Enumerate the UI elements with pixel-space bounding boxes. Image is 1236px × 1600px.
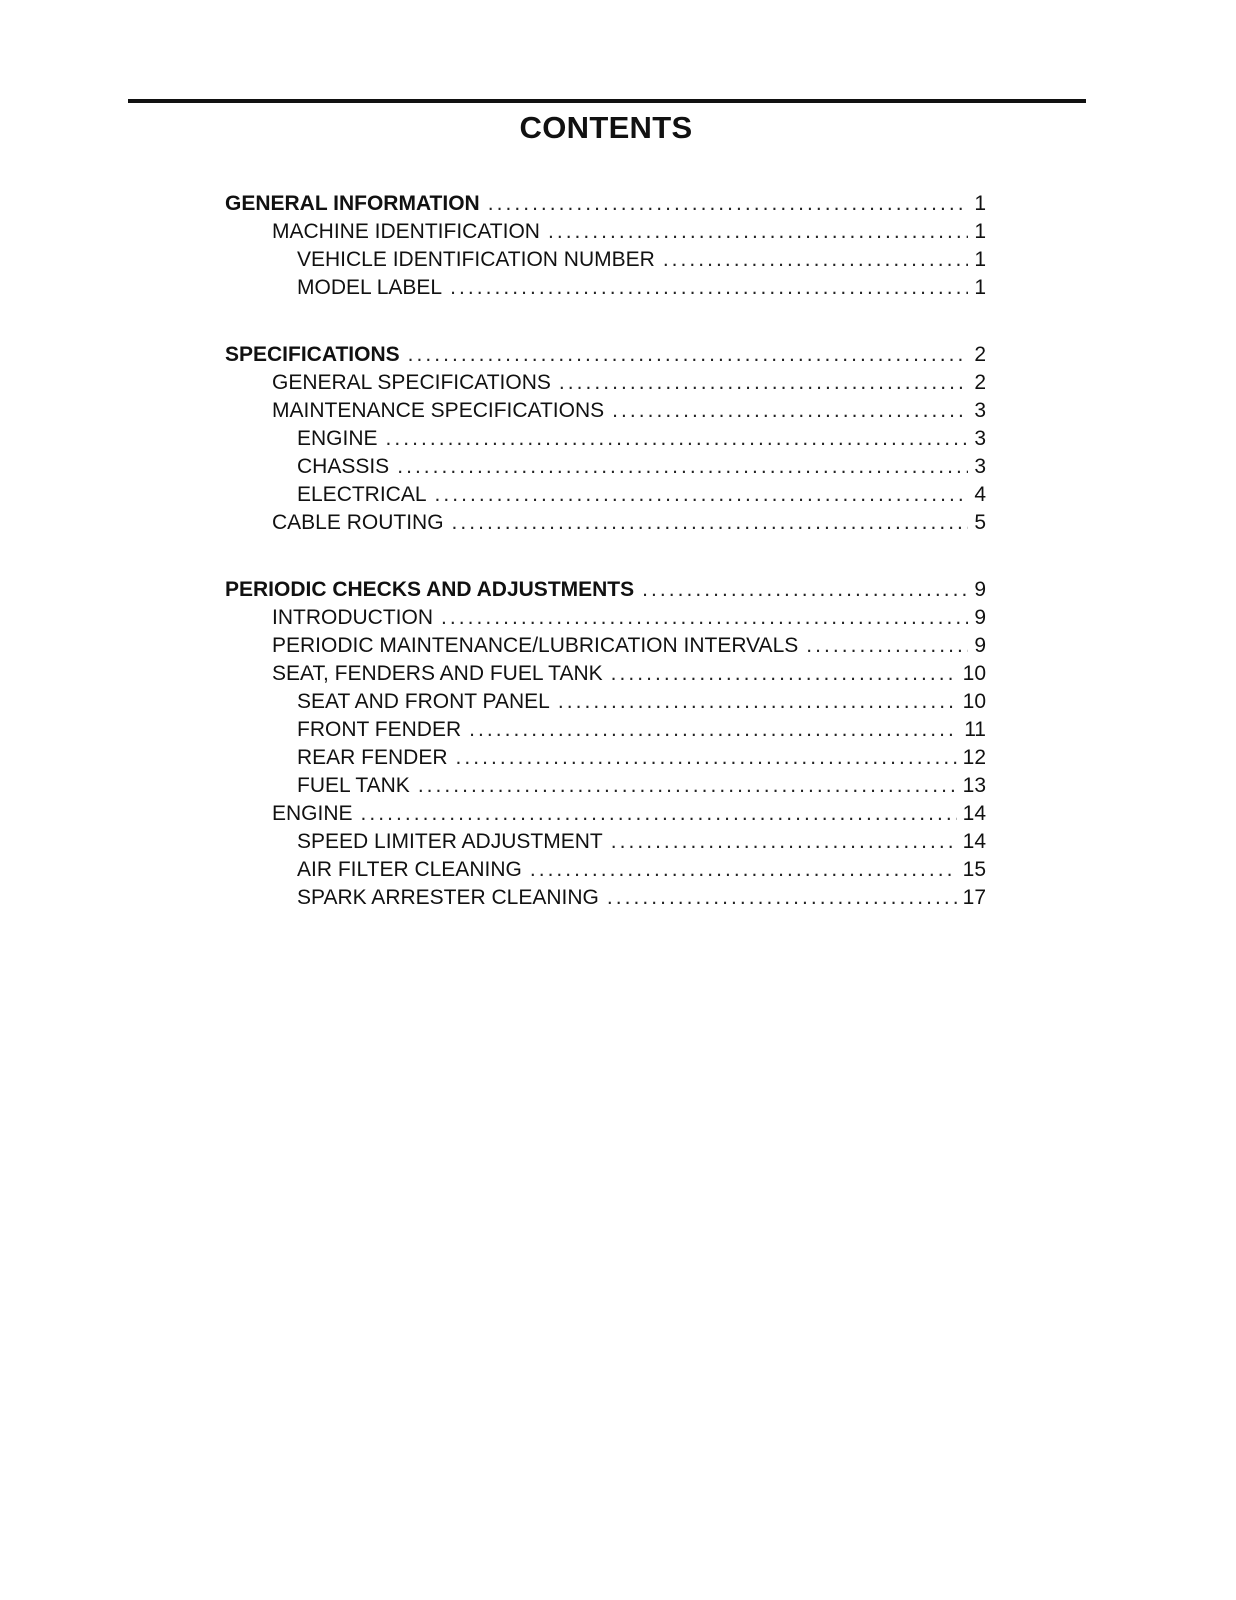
toc-heading[interactable]	[225, 341, 986, 369]
toc-entry[interactable]	[225, 856, 986, 884]
toc-page-number: 17	[962, 886, 986, 909]
toc-page-number: 9	[974, 606, 986, 629]
toc-entry[interactable]	[225, 509, 986, 537]
dot-leader	[642, 576, 968, 604]
dot-leader	[611, 828, 957, 856]
dot-leader	[530, 856, 957, 884]
toc-page-number: 1	[974, 220, 986, 243]
toc-page-number: 10	[962, 690, 986, 713]
toc-entry-label: MODEL LABEL	[297, 276, 443, 299]
toc-page-number: 15	[962, 858, 986, 881]
toc-page-number: 13	[962, 774, 986, 797]
toc-entry[interactable]	[225, 246, 986, 274]
toc-entry[interactable]	[225, 425, 986, 453]
page-title: CONTENTS	[519, 110, 693, 145]
toc-entry[interactable]	[225, 800, 986, 828]
toc-entry[interactable]	[225, 688, 986, 716]
dot-leader	[559, 369, 968, 397]
toc-entry-label: CHASSIS	[297, 455, 390, 478]
toc-section-general-information	[225, 190, 986, 302]
dot-leader	[456, 744, 957, 772]
table-of-contents	[225, 190, 986, 951]
toc-entry[interactable]	[225, 716, 986, 744]
toc-entry-label: FRONT FENDER	[297, 718, 462, 741]
toc-page-number: 1	[974, 192, 986, 215]
toc-heading-label: GENERAL INFORMATION	[225, 192, 480, 215]
dot-leader	[611, 660, 957, 688]
toc-entry-label: ENGINE	[297, 427, 378, 450]
dot-leader	[441, 604, 968, 632]
toc-entry[interactable]	[225, 884, 986, 912]
toc-entry-label: MAINTENANCE SPECIFICATIONS	[272, 399, 605, 422]
toc-entry-label: VEHICLE IDENTIFICATION NUMBER	[297, 248, 655, 271]
dot-leader	[607, 884, 957, 912]
toc-page-number: 9	[974, 578, 986, 601]
toc-heading-label: PERIODIC CHECKS AND ADJUSTMENTS	[225, 578, 635, 601]
toc-entry-label: SPARK ARRESTER CLEANING	[297, 886, 599, 909]
header-rule	[128, 99, 1086, 103]
toc-entry[interactable]	[225, 274, 986, 302]
dot-leader	[361, 800, 957, 828]
toc-page-number: 14	[962, 830, 986, 853]
toc-entry[interactable]	[225, 453, 986, 481]
toc-entry[interactable]	[225, 218, 986, 246]
toc-page-number: 1	[974, 248, 986, 271]
toc-page-number: 2	[974, 343, 986, 366]
dot-leader	[488, 190, 969, 218]
toc-heading[interactable]	[225, 576, 986, 604]
toc-entry-label: CABLE ROUTING	[272, 511, 444, 534]
toc-entry[interactable]	[225, 632, 986, 660]
toc-entry-label: AIR FILTER CLEANING	[297, 858, 522, 881]
toc-page-number: 3	[974, 455, 986, 478]
dot-leader	[418, 772, 957, 800]
toc-entry-label: SEAT AND FRONT PANEL	[297, 690, 550, 713]
toc-entry-label: SPEED LIMITER ADJUSTMENT	[297, 830, 603, 853]
dot-leader	[452, 509, 969, 537]
toc-page-number: 9	[974, 634, 986, 657]
toc-page-number: 1	[974, 276, 986, 299]
dot-leader	[548, 218, 968, 246]
toc-page-number: 10	[962, 662, 986, 685]
toc-entry-label: FUEL TANK	[297, 774, 410, 797]
toc-entry-label: INTRODUCTION	[272, 606, 433, 629]
toc-entry-label: MACHINE IDENTIFICATION	[272, 220, 540, 243]
toc-section-specifications	[225, 341, 986, 537]
dot-leader	[386, 425, 969, 453]
dot-leader	[806, 632, 968, 660]
dot-leader	[469, 716, 958, 744]
toc-entry[interactable]	[225, 772, 986, 800]
toc-entry-label: ELECTRICAL	[297, 483, 427, 506]
toc-entry[interactable]	[225, 604, 986, 632]
toc-section-periodic-checks	[225, 576, 986, 912]
toc-heading-label: SPECIFICATIONS	[225, 343, 400, 366]
toc-entry[interactable]	[225, 828, 986, 856]
toc-page-number: 4	[974, 483, 986, 506]
dot-leader	[612, 397, 968, 425]
dot-leader	[663, 246, 969, 274]
toc-entry[interactable]	[225, 744, 986, 772]
toc-page-number: 3	[974, 399, 986, 422]
toc-page-number: 12	[962, 746, 986, 769]
dot-leader	[435, 481, 969, 509]
toc-entry[interactable]	[225, 397, 986, 425]
toc-page-number: 11	[964, 718, 986, 741]
dot-leader	[397, 453, 968, 481]
toc-page-number: 3	[974, 427, 986, 450]
toc-entry-label: REAR FENDER	[297, 746, 448, 769]
toc-entry-label: SEAT, FENDERS AND FUEL TANK	[272, 662, 603, 685]
toc-entry-label: ENGINE	[272, 802, 353, 825]
dot-leader	[558, 688, 957, 716]
toc-entry[interactable]	[225, 369, 986, 397]
toc-page-number: 2	[974, 371, 986, 394]
toc-entry-label: PERIODIC MAINTENANCE/LUBRICATION INTERVALS	[272, 634, 799, 657]
dot-leader	[450, 274, 968, 302]
toc-entry[interactable]	[225, 660, 986, 688]
toc-page-number: 14	[962, 802, 986, 825]
toc-page-number: 5	[974, 511, 986, 534]
toc-entry-label: GENERAL SPECIFICATIONS	[272, 371, 551, 394]
dot-leader	[408, 341, 969, 369]
toc-entry[interactable]	[225, 481, 986, 509]
toc-heading[interactable]	[225, 190, 986, 218]
